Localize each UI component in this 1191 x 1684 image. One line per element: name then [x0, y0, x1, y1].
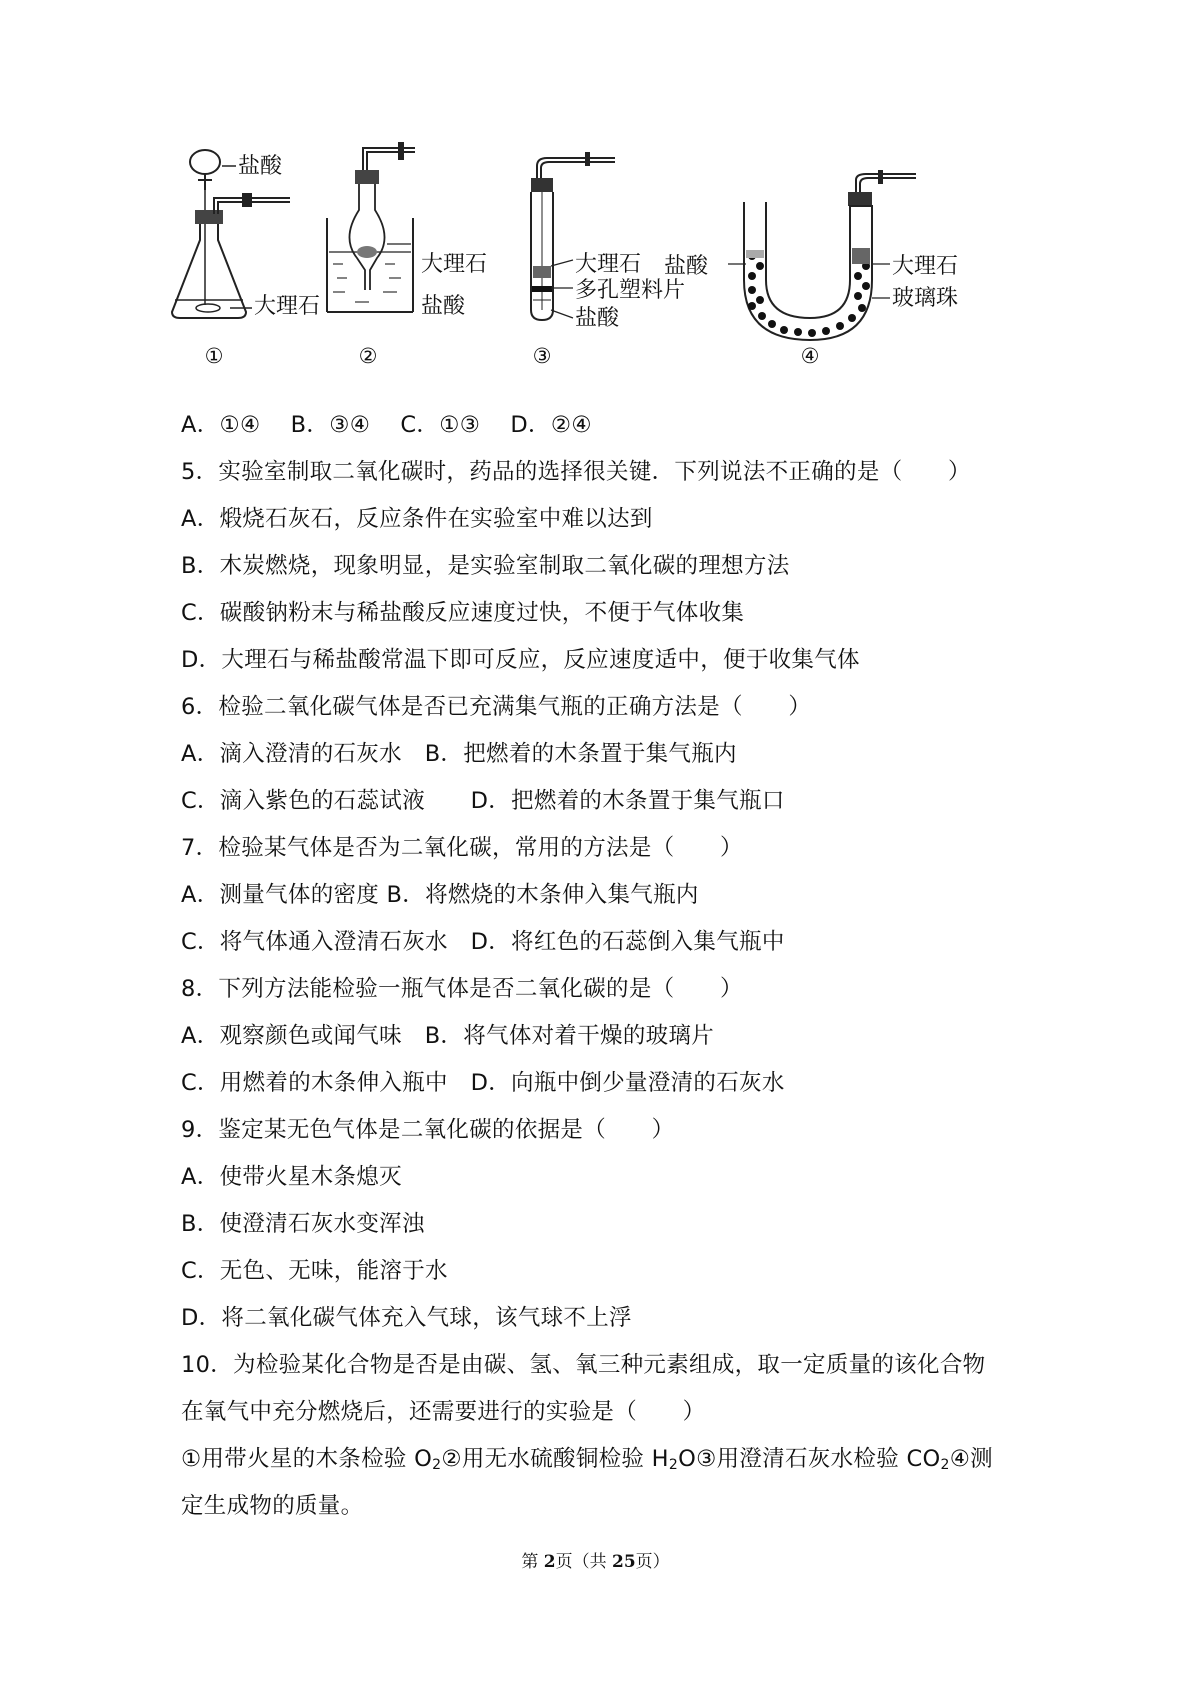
footer-page-number: 2	[543, 1552, 556, 1572]
figure-4-label-marble: 大理石	[892, 254, 959, 279]
question-line: A．观察颜色或闻气味 B．将气体对着干燥的玻璃片	[181, 1023, 715, 1049]
question-line: 8．下列方法能检验一瓶气体是否二氧化碳的是（ ）	[181, 976, 743, 1002]
question-line: D．大理石与稀盐酸常温下即可反应，反应速度适中，便于收集气体	[181, 647, 860, 673]
figure-4	[664, 140, 960, 368]
figure-4-number: ④	[800, 344, 820, 368]
question-line: C．碳酸钠粉末与稀盐酸反应速度过快，不便于气体收集	[181, 600, 745, 626]
question-line: 在氧气中充分燃烧后，还需要进行的实验是（ ）	[181, 1399, 706, 1425]
figure-3-label-acid: 盐酸	[575, 306, 620, 331]
question-line: D．将二氧化碳气体充入气球，该气球不上浮	[181, 1305, 632, 1331]
q10-final-line: 定生成物的质量。	[181, 1493, 364, 1519]
question-line: C．无色、无味，能溶于水	[181, 1258, 448, 1284]
apparatus-figures	[160, 140, 1060, 380]
footer-mid: 页（共	[555, 1552, 612, 1572]
question-line: C．滴入紫色的石蕊试液 D．把燃着的木条置于集气瓶口	[181, 788, 785, 814]
subscript: 2	[668, 1457, 679, 1473]
question-lines	[181, 449, 1041, 1436]
q10-item-text-1: ①用带火星的木条检验 O	[181, 1446, 433, 1472]
question-line: 5．实验室制取二氧化碳时，药品的选择很关键．下列说法不正确的是（ ）	[181, 459, 971, 485]
figure-2-label-acid: 盐酸	[421, 294, 466, 319]
q10-item-text-3: O③用澄清石灰水检验 CO	[678, 1446, 941, 1472]
question-line: 9．鉴定某无色气体是二氧化碳的依据是（ ）	[181, 1117, 675, 1143]
question-line: A．滴入澄清的石灰水 B．把燃着的木条置于集气瓶内	[181, 741, 737, 767]
question-line: A．煅烧石灰石，反应条件在实验室中难以达到	[181, 506, 653, 532]
question-line: C．将气体通入澄清石灰水 D．将红色的石蕊倒入集气瓶中	[181, 929, 785, 955]
figure-3-label-marble: 大理石	[575, 252, 642, 277]
figure-4-label-beads: 玻璃珠	[892, 286, 959, 311]
q10-item-text-4: ④测	[949, 1446, 993, 1472]
figure-1-number: ①	[204, 344, 224, 368]
footer-post: 页）	[635, 1552, 670, 1572]
figure-2-number: ②	[358, 344, 378, 368]
figure-2-label-marble: 大理石	[421, 252, 488, 277]
question-line: A．测量气体的密度 B．将燃烧的木条伸入集气瓶内	[181, 882, 699, 908]
figure-4-label-acid: 盐酸	[664, 254, 709, 279]
q10-item-text-2: ②用无水硫酸铜检验 H	[441, 1446, 669, 1472]
subscript: 2	[940, 1457, 950, 1473]
figure-1	[160, 140, 330, 368]
question-text	[181, 402, 1041, 1530]
q10-items-line	[181, 1436, 1041, 1483]
question-line: 10．为检验某化合物是否是由碳、氢、氧三种元素组成，取一定质量的该化合物	[181, 1352, 986, 1378]
page-footer	[0, 1547, 1191, 1572]
question-line: B．使澄清石灰水变浑浊	[181, 1211, 425, 1237]
figure-2	[315, 140, 495, 368]
question-line: C．用燃着的木条伸入瓶中 D．向瓶中倒少量澄清的石灰水	[181, 1070, 785, 1096]
figure-1-label-marble: 大理石	[254, 294, 321, 319]
question-line: A．使带火星木条熄灭	[181, 1164, 402, 1190]
figure-1-label-acid: 盐酸	[238, 154, 283, 179]
footer-total-pages: 25	[611, 1552, 636, 1572]
figure-3	[515, 140, 715, 368]
question-line: 7．检验某气体是否为二氧化碳，常用的方法是（ ）	[181, 835, 743, 861]
footer-pre: 第	[521, 1552, 544, 1572]
question-line: B．木炭燃烧，现象明显，是实验室制取二氧化碳的理想方法	[181, 553, 790, 579]
question-line: 6．检验二氧化碳气体是否已充满集气瓶的正确方法是（ ）	[181, 694, 812, 720]
subscript: 2	[432, 1457, 442, 1473]
beaker-diagram	[315, 140, 495, 330]
figure-3-label-plate: 多孔塑料片	[575, 278, 686, 303]
figure-3-number: ③	[532, 344, 552, 368]
q4-options: A．①④ B．③④ C．①③ D．②④	[181, 412, 592, 438]
